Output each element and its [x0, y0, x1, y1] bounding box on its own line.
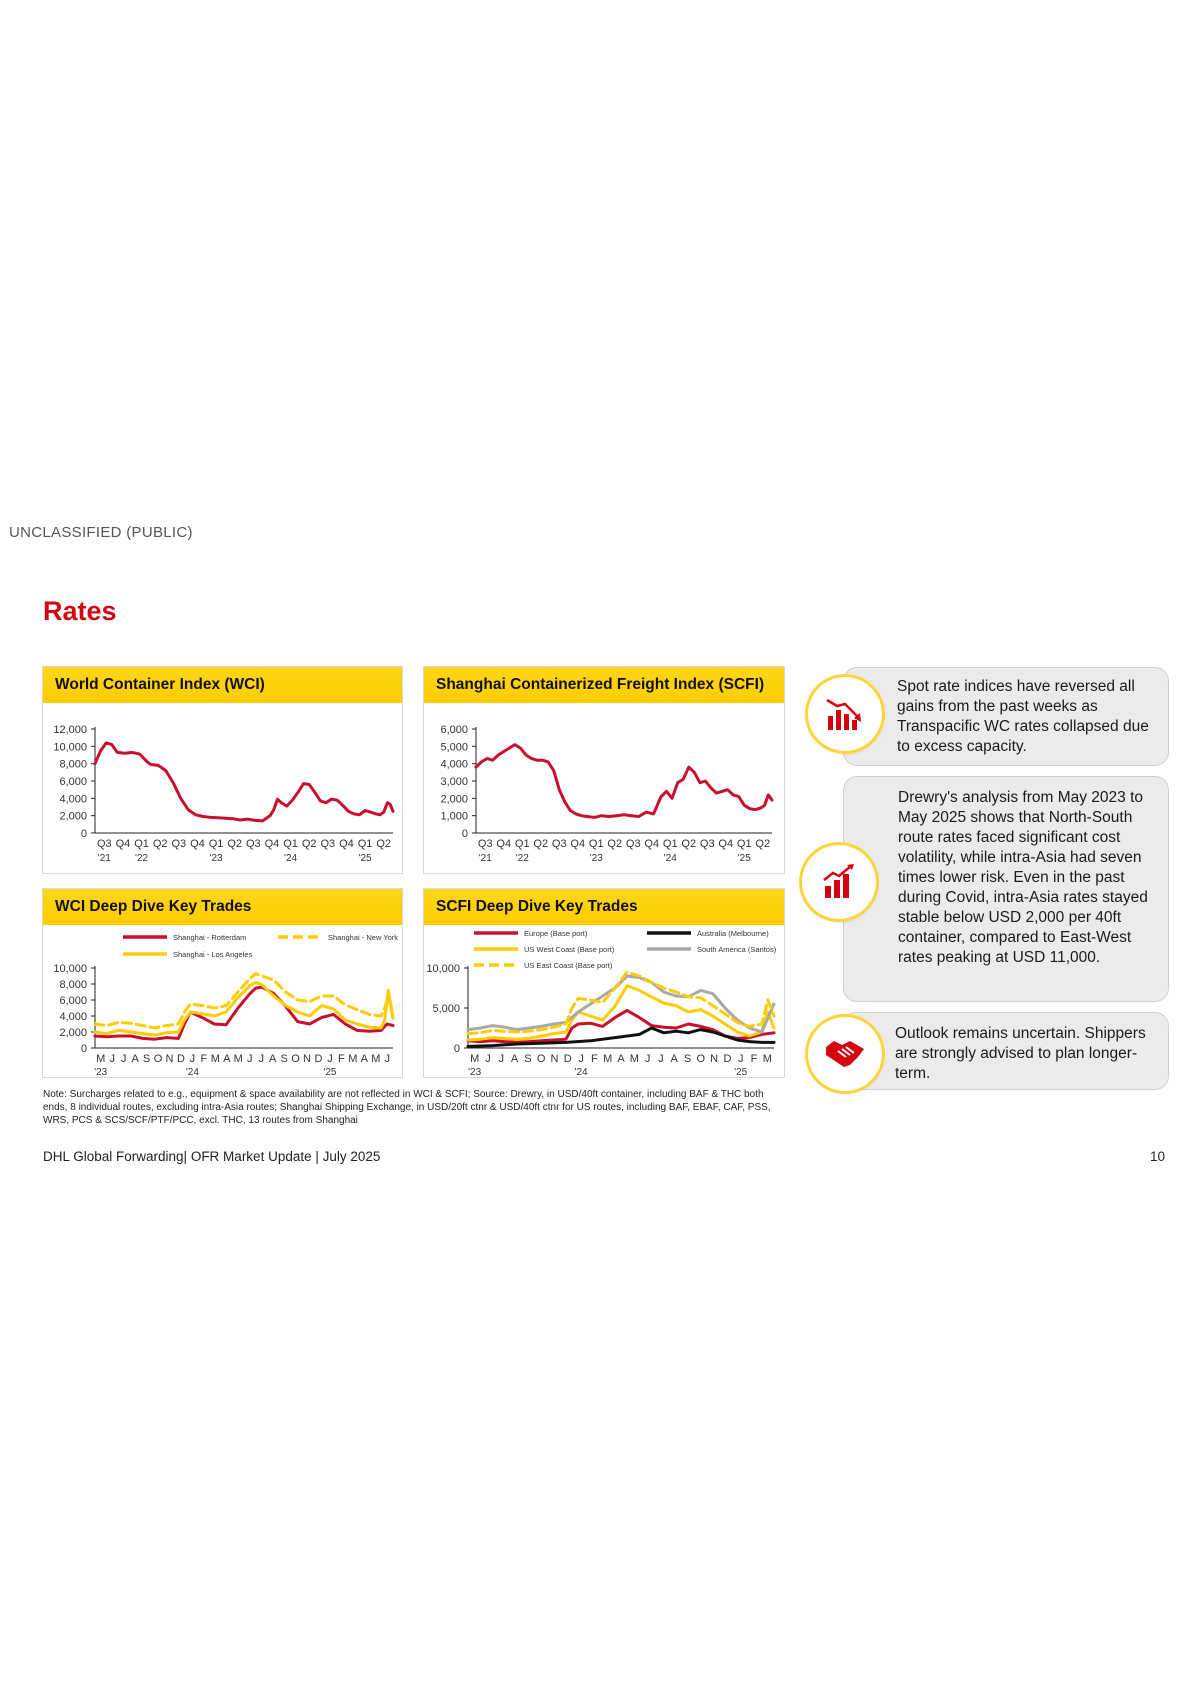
- x-tick-label: O: [291, 1053, 300, 1065]
- x-tick-label: Q3: [699, 838, 715, 850]
- x-tick-label: D: [176, 1053, 185, 1065]
- legend-label-shanghai-los-angeles: Shanghai - Los Angeles: [173, 950, 253, 959]
- x-tick-label: Q1: [588, 838, 604, 850]
- x-tick-label: J: [120, 1053, 127, 1065]
- x-year-label: '25: [734, 1067, 748, 1077]
- source-note: Note: Surcharges related to e.g., equipment & space availability are not reflected in WCI & SCFI; Source: Drewry, in USD/40ft container, including BAF & THC both ends, 8 individual routes, excluding intra-Asia routes; Shanghai Shipping Exchange, in USD/20ft ctnr & USD/40ft ctnr for US routes, including BAF, EBAF, CAF, PSS, WRS, PCS & SCS/SCF/PTF/PCC, excl. THC, 13 routes from Shanghai: [43, 1089, 771, 1126]
- x-tick-label: J: [498, 1053, 505, 1065]
- x-tick-label: J: [246, 1053, 253, 1065]
- x-tick-label: Q2: [607, 838, 623, 850]
- x-tick-label: D: [723, 1053, 732, 1065]
- x-tick-label: Q1: [283, 838, 298, 850]
- x-year-label: '24: [185, 1067, 199, 1077]
- x-year-label: '24: [574, 1067, 588, 1077]
- callout-capacity: [843, 667, 1169, 766]
- y-tick-label: 10,000: [426, 963, 460, 975]
- y-tick-label: 8,000: [59, 979, 87, 991]
- y-tick-label: 10,000: [53, 741, 87, 754]
- x-tick-label: S: [280, 1053, 288, 1065]
- callout-capacity-text: Spot rate indices have reversed all gains from the past weeks as Transpacific WC rates collapsed due to excess capacity.: [897, 678, 1149, 755]
- x-tick-label: Q2: [755, 838, 771, 850]
- scfi-deep-dive-chart: [424, 925, 784, 1077]
- x-tick-label: M: [96, 1053, 106, 1065]
- x-tick-label: A: [617, 1053, 625, 1065]
- x-year-label: '25: [737, 853, 751, 864]
- x-tick-label: M: [348, 1053, 358, 1065]
- callout-drewry-analysis-text: Drewry's analysis from May 2023 to May 2025 shows that North-South route rates faced significant cost volatility, while intra-Asia had seven times lower risk. Even in the past during Covid, intra-Asia rates stayed stable below USD 2,000 per 40ft container, compared to East-West rates peaking at USD 11,000.: [898, 789, 1148, 966]
- legend-label-us-east-coast-base-port: US East Coast (Base port): [524, 961, 613, 970]
- series-line-south-america-santos: [468, 976, 774, 1032]
- scfi-chart-title: Shanghai Containerized Freight Index (SCFI): [424, 667, 784, 703]
- x-tick-label: F: [591, 1053, 598, 1065]
- x-tick-label: N: [303, 1053, 312, 1065]
- y-tick-label: 4,000: [59, 793, 87, 806]
- x-tick-label: Q3: [551, 838, 567, 850]
- x-tick-label: Q4: [644, 838, 660, 850]
- x-tick-label: D: [563, 1053, 572, 1065]
- x-tick-label: N: [165, 1053, 174, 1065]
- x-tick-label: Q3: [477, 838, 493, 850]
- x-year-label: '23: [468, 1067, 482, 1077]
- x-tick-label: M: [233, 1053, 243, 1065]
- x-tick-label: J: [109, 1053, 115, 1065]
- legend-label-shanghai-new-york: Shanghai - New York: [328, 933, 399, 942]
- x-tick-label: Q4: [570, 838, 586, 850]
- x-tick-label: A: [223, 1053, 231, 1065]
- wci-deep-dive-chart: [43, 925, 402, 1077]
- wci-deep-dive-panel: [42, 888, 403, 1078]
- wci-chart-title: World Container Index (WCI): [43, 667, 402, 703]
- x-tick-label: Q2: [376, 838, 392, 850]
- scfi-chart: [424, 703, 784, 873]
- x-year-label: '25: [323, 1067, 337, 1077]
- x-tick-label: J: [189, 1053, 196, 1065]
- x-tick-label: Q4: [190, 838, 205, 850]
- wci-deep-dive-title: WCI Deep Dive Key Trades: [43, 889, 402, 925]
- page-title: Rates: [43, 596, 117, 626]
- x-tick-label: Q1: [134, 838, 149, 850]
- x-tick-label: M: [210, 1053, 220, 1065]
- x-tick-label: Q4: [718, 838, 734, 850]
- declining-chart-icon: [808, 677, 882, 751]
- y-tick-label: 6,000: [59, 995, 87, 1007]
- x-tick-label: S: [142, 1053, 151, 1065]
- x-tick-label: M: [762, 1053, 772, 1065]
- x-year-label: '23: [209, 853, 223, 864]
- series-line-shanghai-rotterdam: [95, 987, 393, 1039]
- scfi-chart-panel: [423, 666, 785, 874]
- legend-label-europe-base-port: Europe (Base port): [524, 929, 588, 938]
- y-tick-label: 1,000: [440, 810, 468, 823]
- x-year-label: '24: [284, 853, 298, 864]
- y-tick-label: 2,000: [440, 793, 468, 806]
- x-tick-label: A: [670, 1053, 678, 1065]
- legend-label-shanghai-rotterdam: Shanghai - Rotterdam: [173, 933, 247, 942]
- x-tick-label: S: [683, 1053, 692, 1065]
- x-tick-label: F: [200, 1053, 208, 1065]
- series-line-1: [476, 745, 772, 818]
- x-tick-label: Q3: [96, 838, 112, 850]
- scfi-deep-dive-panel: [423, 888, 785, 1078]
- x-tick-label: Q2: [681, 838, 697, 850]
- x-tick-label: J: [327, 1053, 333, 1065]
- x-tick-label: O: [153, 1053, 163, 1065]
- callout-drewry-analysis: [843, 776, 1169, 1002]
- x-tick-label: M: [629, 1053, 639, 1065]
- y-tick-label: 6,000: [59, 776, 87, 788]
- legend-label-australia-melbourne: Australia (Melbourne): [697, 929, 769, 938]
- x-year-label: '21: [478, 853, 492, 864]
- x-tick-label: J: [258, 1053, 264, 1065]
- scfi-deep-dive-title: SCFI Deep Dive Key Trades: [424, 889, 784, 925]
- y-tick-label: 4,000: [59, 1011, 87, 1023]
- x-tick-label: M: [470, 1053, 480, 1065]
- x-year-label: '22: [135, 853, 149, 864]
- x-tick-label: O: [536, 1053, 546, 1065]
- x-tick-label: A: [268, 1053, 277, 1065]
- wci-chart-panel: [42, 666, 403, 874]
- legend-label-south-america-santos: South America (Santos): [697, 945, 777, 954]
- x-tick-label: Q4: [115, 838, 131, 850]
- x-year-label: '23: [94, 1067, 108, 1077]
- x-tick-label: A: [131, 1053, 139, 1065]
- x-tick-label: Q3: [245, 838, 261, 850]
- y-tick-label: 5,000: [440, 741, 468, 754]
- x-tick-label: Q3: [171, 838, 187, 850]
- x-tick-label: Q2: [152, 838, 168, 850]
- x-tick-label: A: [360, 1053, 369, 1065]
- x-tick-label: Q2: [533, 838, 549, 850]
- x-tick-label: M: [603, 1053, 613, 1065]
- y-tick-label: 8,000: [59, 758, 87, 771]
- x-tick-label: Q1: [208, 838, 224, 850]
- x-tick-label: Q1: [357, 838, 373, 850]
- x-tick-label: A: [510, 1053, 519, 1065]
- y-tick-label: 10,000: [53, 963, 87, 975]
- y-tick-label: 0: [461, 828, 468, 840]
- x-tick-label: Q2: [227, 838, 243, 850]
- handshake-icon: [808, 1017, 882, 1091]
- wci-chart: [43, 703, 402, 873]
- x-tick-label: Q3: [320, 838, 336, 850]
- x-tick-label: Q1: [736, 838, 752, 850]
- x-tick-label: J: [384, 1053, 391, 1065]
- x-tick-label: J: [658, 1053, 664, 1065]
- footer-text: DHL Global Forwarding| OFR Market Update | July 2025: [43, 1149, 381, 1164]
- x-tick-label: J: [644, 1053, 651, 1065]
- rising-chart-icon: [802, 845, 876, 919]
- x-tick-label: Q1: [662, 838, 678, 850]
- y-tick-label: 12,000: [53, 724, 87, 736]
- x-tick-label: Q4: [496, 838, 512, 850]
- y-tick-label: 2,000: [59, 810, 87, 823]
- y-tick-label: 2,000: [59, 1027, 87, 1039]
- x-year-label: '25: [358, 853, 372, 864]
- x-year-label: '24: [663, 853, 677, 864]
- y-tick-label: 4,000: [440, 758, 468, 771]
- x-tick-label: Q4: [339, 838, 354, 850]
- x-tick-label: Q4: [264, 838, 280, 850]
- x-tick-label: N: [550, 1053, 559, 1065]
- y-tick-label: 0: [80, 828, 87, 840]
- y-tick-label: 3,000: [440, 776, 468, 788]
- x-tick-label: Q3: [625, 838, 641, 850]
- y-tick-label: 0: [453, 1043, 460, 1055]
- x-tick-label: J: [578, 1053, 584, 1065]
- callout-outlook-text: Outlook remains uncertain. Shippers are strongly advised to plan longer-term.: [895, 1025, 1146, 1082]
- x-tick-label: O: [696, 1053, 706, 1065]
- callout-outlook: [843, 1012, 1169, 1090]
- page-number: 10: [1149, 1149, 1165, 1164]
- legend-label-us-west-coast-base-port: US West Coast (Base port): [524, 945, 615, 954]
- x-tick-label: N: [710, 1053, 719, 1065]
- x-tick-label: Q2: [301, 838, 317, 850]
- x-tick-label: F: [750, 1053, 758, 1065]
- y-tick-label: 6,000: [440, 724, 468, 736]
- y-tick-label: 0: [80, 1043, 87, 1055]
- x-year-label: '22: [515, 853, 529, 864]
- x-year-label: '21: [97, 853, 111, 864]
- series-line-1: [95, 743, 393, 821]
- x-tick-label: J: [485, 1053, 491, 1065]
- x-tick-label: S: [524, 1053, 532, 1065]
- x-tick-label: D: [314, 1053, 323, 1065]
- x-tick-label: Q1: [514, 838, 530, 850]
- classification-label: UNCLASSIFIED (PUBLIC): [9, 524, 193, 541]
- x-year-label: '23: [589, 853, 603, 864]
- y-tick-label: 5,000: [432, 1003, 460, 1015]
- x-tick-label: M: [371, 1053, 381, 1065]
- x-tick-label: J: [737, 1053, 744, 1065]
- x-tick-label: F: [338, 1053, 345, 1065]
